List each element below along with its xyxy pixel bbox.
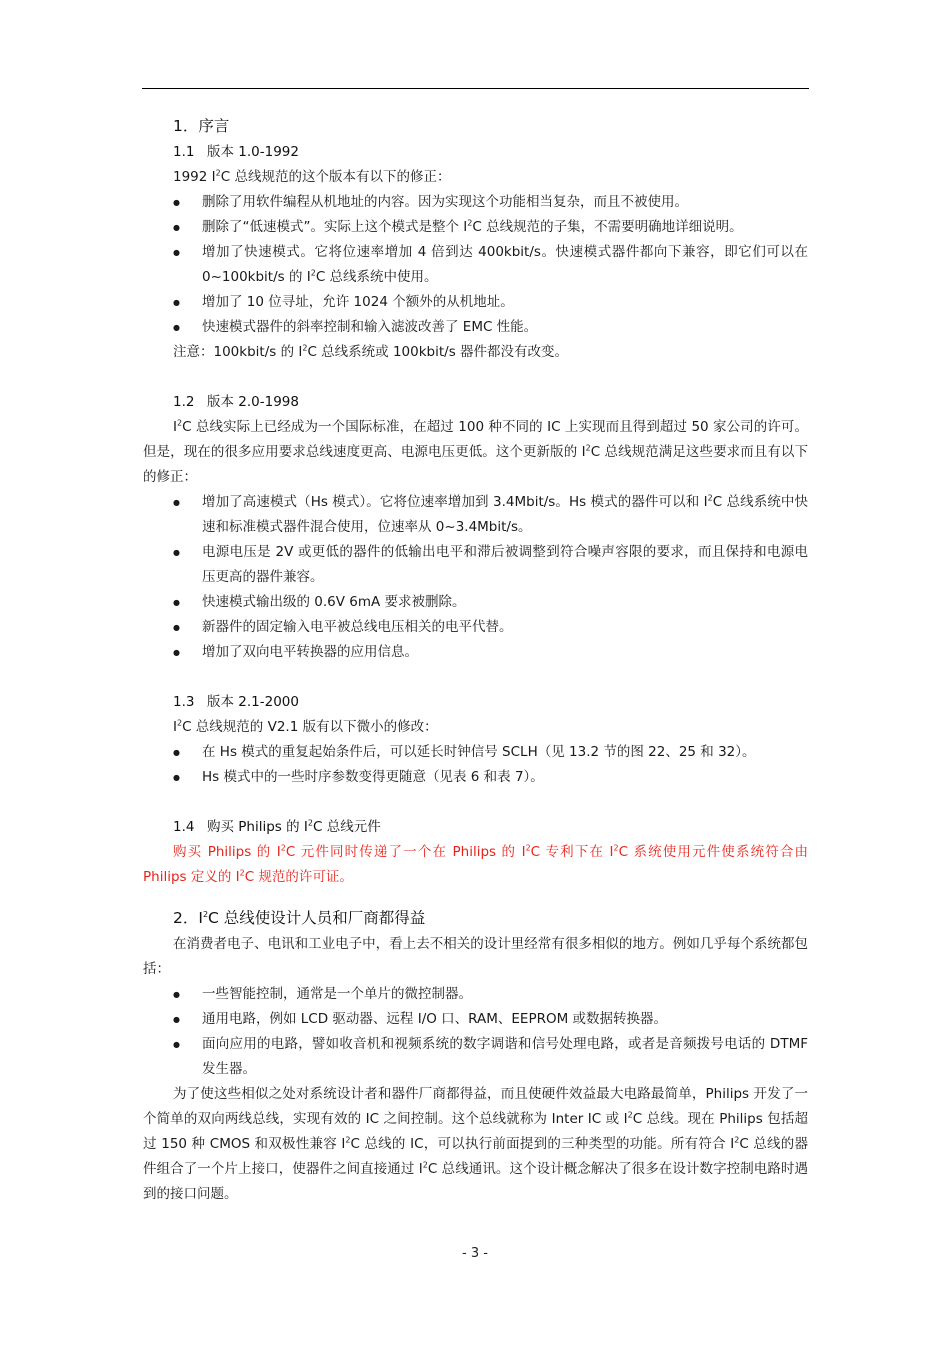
list-item: ● 增加了 10 位寻址，允许 1024 个额外的从机地址。 bbox=[143, 290, 808, 315]
list-item: ● 增加了双向电平转换器的应用信息。 bbox=[143, 640, 808, 665]
header-rule bbox=[142, 88, 809, 89]
list-system-components bbox=[143, 982, 808, 1082]
paragraph-v10-note: 注意：100kbit/s 的 $I^2C$ 总线系统或 100kbit/s 器件都没有改变。 bbox=[173, 343, 569, 360]
list-v21-changes bbox=[143, 740, 808, 790]
list-item: ● 删除了“低速模式”。实际上这个模式是整个 $I^2C$ 总线规范的子集，不需要明确地详细说明。 bbox=[143, 215, 808, 240]
section-2-heading: 2．$I^2C$ 总线使设计人员和厂商都得益 bbox=[173, 909, 426, 927]
list-item: ● 删除了用软件编程从机地址的内容。因为实现这个功能相当复杂，而且不被使用。 bbox=[143, 190, 808, 215]
document-body bbox=[143, 114, 808, 1207]
subsection-1-4-heading: 1.4 购买 Philips 的 $I^2C$ 总线元件 bbox=[173, 818, 381, 835]
license-notice-text: 购买 Philips 的 $I^2C$ 元件同时传递了一个在 Philips 的 $I^2C$ 专利下在 $I^2C$ 系统使用元件使系统符合由 Philips 定义的 $I^2C$ 规范的许可证。 bbox=[143, 843, 809, 885]
list-item: ● 面向应用的电路，譬如收音机和视频系统的数字调谐和信号处理电路，或者是音频拨号电话的 DTMF 发生器。 bbox=[143, 1032, 808, 1082]
list-item: ● 一些智能控制，通常是一个单片的微控制器。 bbox=[143, 982, 808, 1007]
page-number: - 3 - bbox=[462, 1246, 488, 1261]
list-item: ● Hs 模式中的一些时序参数变得更随意（见表 6 和表 7）。 bbox=[143, 765, 808, 790]
list-v10-changes bbox=[143, 190, 808, 340]
subsection-1-1-heading: 1.1 版本 1.0-1992 bbox=[173, 144, 299, 160]
list-item: ● 快速模式输出级的 0.6V 6mA 要求被删除。 bbox=[143, 590, 808, 615]
list-v20-changes bbox=[143, 490, 808, 665]
list-item: ● 新器件的固定输入电平被总线电压相关的电平代替。 bbox=[143, 615, 808, 640]
list-item: ● 电源电压是 2V 或更低的器件的低输出电平和滞后被调整到符合噪声容限的要求，而且保持和电源电压更高的器件兼容。 bbox=[143, 540, 808, 590]
list-item: ● 增加了高速模式（Hs 模式）。它将位速率增加到 3.4Mbit/s。Hs 模式的器件可以和 $I^2C$ 总线系统中快速和标准模式器件混合使用，位速率从 0~3.4Mbit/s。 bbox=[143, 490, 808, 540]
list-item: ● 通用电路，例如 LCD 驱动器、远程 I/O 口、RAM、EEPROM 或数据转换器。 bbox=[143, 1007, 808, 1032]
section-1-heading: 1．序言 bbox=[173, 117, 230, 135]
list-item: ● 增加了快速模式。它将位速率增加 4 倍到达 400kbit/s。快速模式器件都向下兼容，即它们可以在 0~100kbit/s 的 $I^2C$ 总线系统中使用。 bbox=[143, 240, 808, 290]
list-item: ● 快速模式器件的斜率控制和输入滤波改善了 EMC 性能。 bbox=[143, 315, 808, 340]
list-item: ● 在 Hs 模式的重复起始条件后，可以延长时钟信号 SCLH（见 13.2 节的图 22、25 和 32）。 bbox=[143, 740, 808, 765]
paragraph-v10-intro: 1992 $I^2C$ 总线规范的这个版本有以下的修正： bbox=[173, 168, 451, 185]
paragraph-v20-intro: $I^2C$ 总线实际上已经成为一个国际标准，在超过 100 种不同的 IC 上实现而且得到超过 50 家公司的许可。但是，现在的很多应用要求总线速度更高、电源电压更低。这个更新版的 $I^2C$ 总线规范满足这些要求而且有以下的修正： bbox=[143, 418, 809, 485]
paragraph-section2-body: 为了使这些相似之处对系统设计者和器件厂商都得益，而且使硬件效益最大电路最简单，Philips 开发了一个简单的双向两线总线，实现有效的 IC 之间控制。这个总线就称为 Inter IC 或 $I^2C$ 总线。现在 Philips 包括超过 150 种 CMOS 和双极性兼容 $I^2C$ 总线的 IC，可以执行前面提到的三种类型的功能。所有符合 $I^2C$ 总线的器件组合了一个片上接口，使器件之间直接通过 $I^2C$ 总线通讯。这个设计概念解决了很多在设计数字控制电路时遇到的接口问题。 bbox=[143, 1086, 808, 1202]
subsection-1-3-heading: 1.3 版本 2.1-2000 bbox=[173, 694, 299, 710]
paragraph-v21-intro: $I^2C$ 总线规范的 V2.1 版有以下微小的修改： bbox=[173, 718, 438, 735]
subsection-1-2-heading: 1.2 版本 2.0-1998 bbox=[173, 394, 299, 410]
paragraph-section2-intro: 在消费者电子、电讯和工业电子中，看上去不相关的设计里经常有很多相似的地方。例如几乎每个系统都包括： bbox=[143, 936, 808, 977]
